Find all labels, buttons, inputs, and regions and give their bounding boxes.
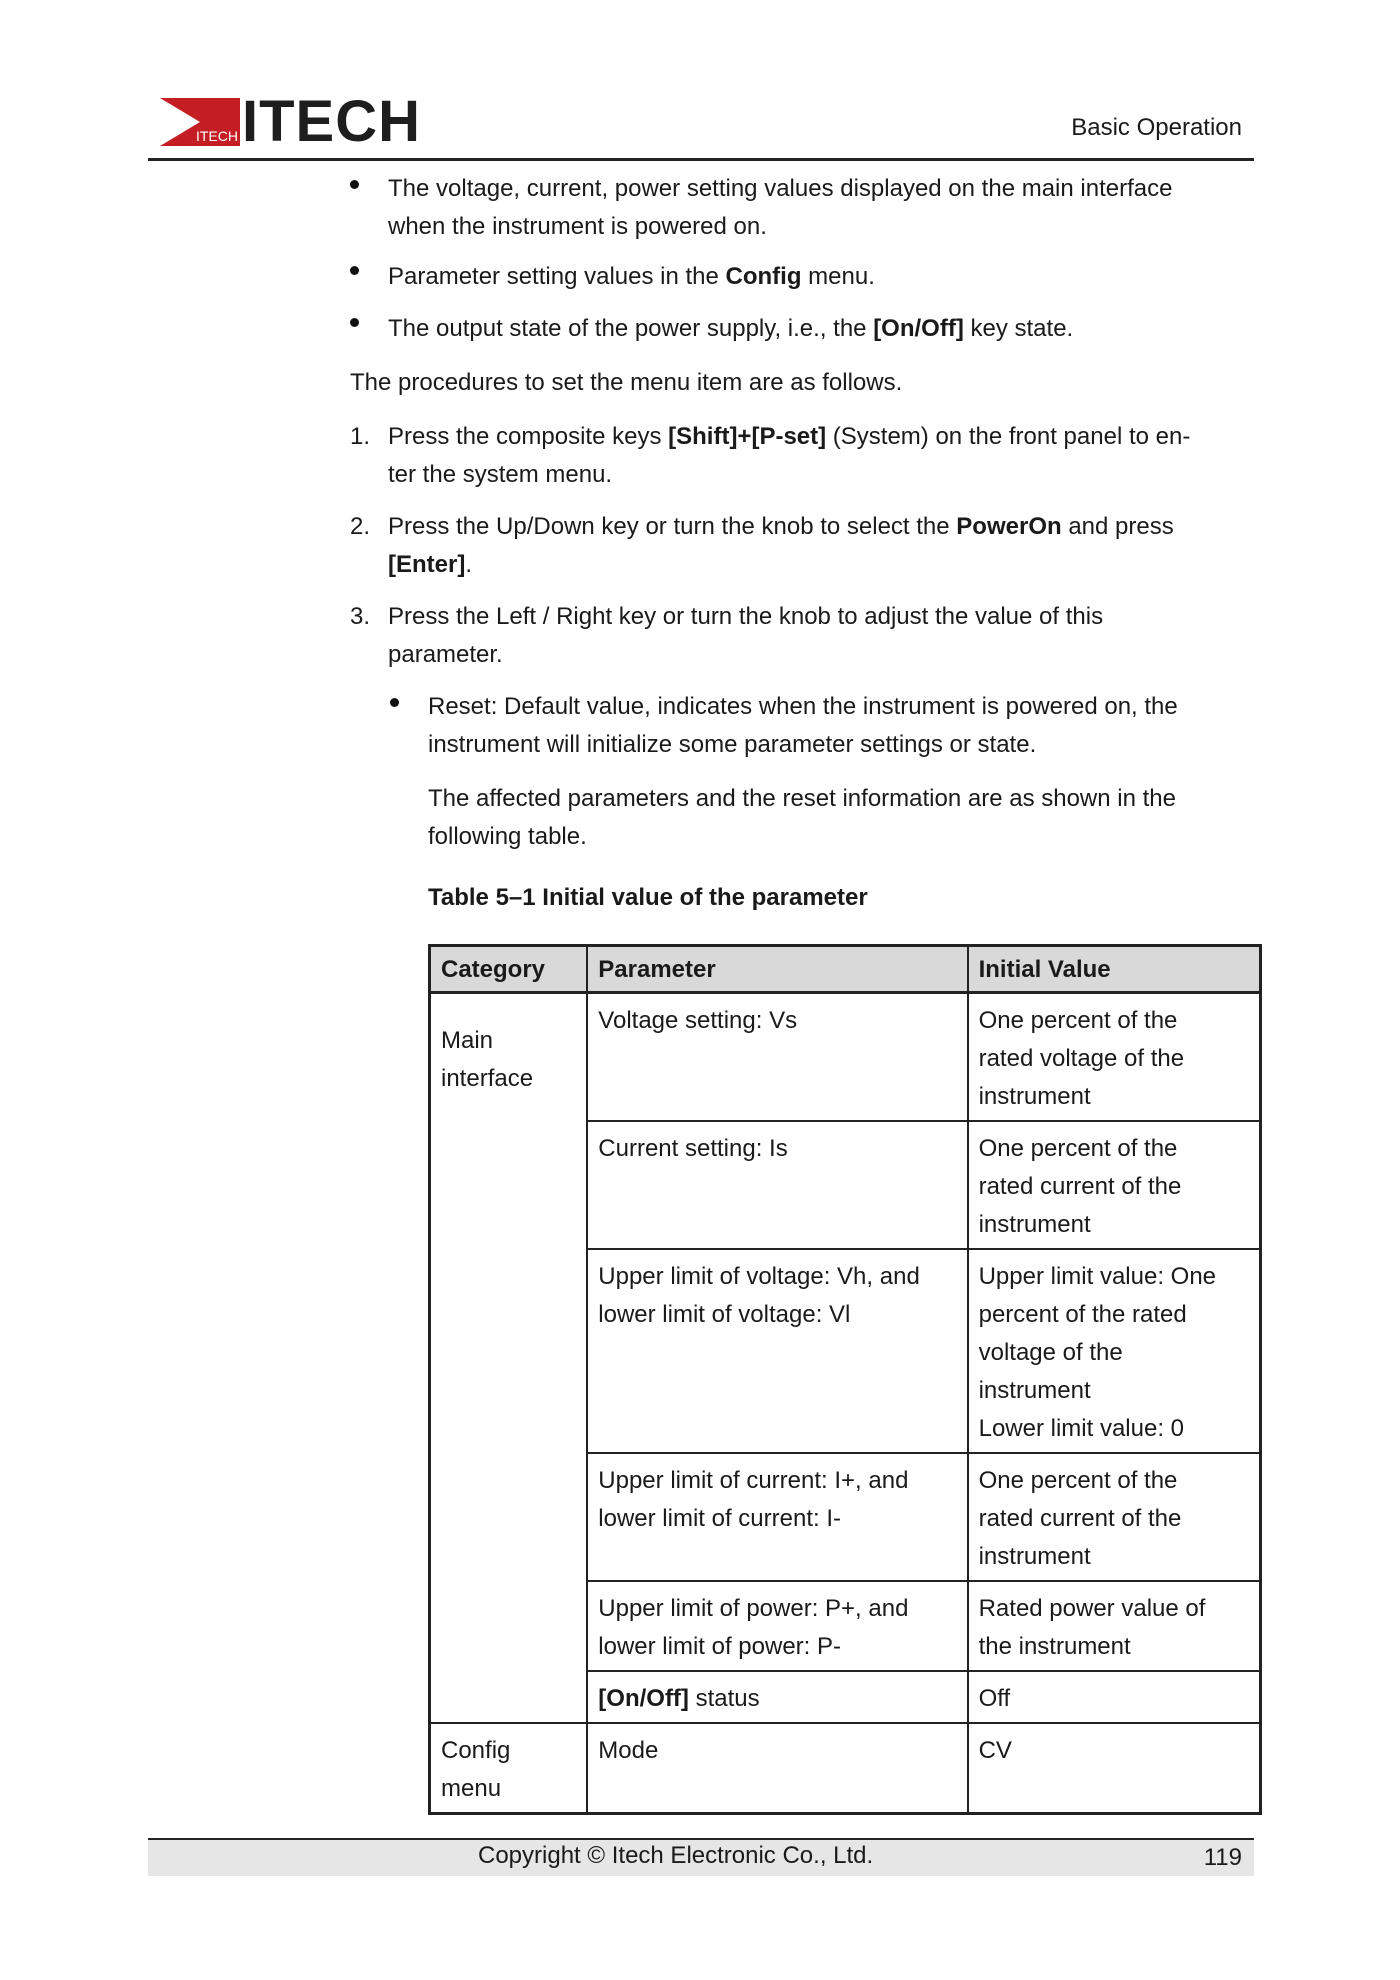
copyright-text: Copyright © Itech Electronic Co., Ltd.	[478, 1842, 874, 1869]
step-2-line-2: [Enter].	[388, 551, 473, 578]
param-cell: Mode	[587, 1723, 967, 1814]
table-header-row	[430, 946, 1261, 993]
category-main-interface: Main interface	[430, 993, 588, 1724]
parameter-table	[428, 944, 1262, 1815]
step-1-line-1: Press the composite keys [Shift]+[P-set] (System) on the front panel to en-	[388, 423, 1191, 450]
logo-mark-text: ITECH	[196, 128, 238, 144]
step-3-line-1: Press the Left / Right key or turn the knob to adjust the value of this	[388, 603, 1104, 630]
param-cell: Upper limit of power: P+, and lower limit of power: P-	[587, 1581, 967, 1671]
sub-bullet-line-1: Reset: Default value, indicates when the instrument is powered on, the	[428, 693, 1178, 720]
sub-paragraph-line-1: The affected parameters and the reset information are as shown in the	[428, 785, 1176, 812]
itech-logo-mark-icon	[160, 98, 240, 146]
value-cell: One percent of the rated current of the instrument	[968, 1453, 1261, 1581]
step-3-number: 3.	[350, 603, 371, 630]
bullet-2: Parameter setting values in the Config menu.	[388, 263, 875, 290]
header-category: Category	[430, 946, 588, 993]
value-cell: One percent of the rated voltage of the instrument	[968, 993, 1261, 1122]
step-2-number: 2.	[350, 513, 371, 540]
param-cell: Upper limit of current: I+, and lower limit of current: I-	[587, 1453, 967, 1581]
bullet-dot	[350, 266, 359, 275]
header-parameter: Parameter	[587, 946, 967, 993]
table-caption: Table 5–1 Initial value of the parameter	[428, 884, 868, 911]
bullet-dot	[350, 180, 359, 189]
value-cell: Upper limit value: One percent of the rated voltage of the instrument Lower limit value: 0	[968, 1249, 1261, 1453]
category-config-menu: Config menu	[430, 1723, 588, 1814]
step-2-line-1: Press the Up/Down key or turn the knob to select the PowerOn and press	[388, 513, 1174, 540]
sub-paragraph-line-2: following table.	[428, 823, 587, 850]
param-cell: Voltage setting: Vs	[587, 993, 967, 1122]
value-cell: One percent of the rated current of the instrument	[968, 1121, 1261, 1249]
sub-bullet-line-2: instrument will initialize some parameter settings or state.	[428, 731, 1037, 758]
value-cell: Off	[968, 1671, 1261, 1723]
param-cell: Current setting: Is	[587, 1121, 967, 1249]
table-row	[430, 1723, 1261, 1814]
section-title: Basic Operation	[1071, 114, 1242, 141]
page-footer	[148, 1838, 1254, 1876]
page-number: 119	[1203, 1844, 1242, 1871]
itech-logo	[160, 89, 421, 154]
header-initial-value: Initial Value	[968, 946, 1261, 993]
bullet-3: The output state of the power supply, i.e., the [On/Off] key state.	[388, 315, 1074, 342]
bullet-dot	[350, 318, 359, 327]
value-cell: Rated power value of the instrument	[968, 1581, 1261, 1671]
sub-bullet-dot	[390, 698, 399, 707]
table-row	[430, 993, 1261, 1122]
bullet-1-line-2: when the instrument is powered on.	[388, 213, 767, 240]
param-cell: Upper limit of voltage: Vh, and lower limit of voltage: Vl	[587, 1249, 967, 1453]
page-header	[148, 90, 1254, 161]
step-1-number: 1.	[350, 423, 371, 450]
step-3-line-2: parameter.	[388, 641, 503, 668]
value-cell: CV	[968, 1723, 1261, 1814]
bullet-1-line-1: The voltage, current, power setting values displayed on the main interface	[388, 175, 1173, 202]
step-1-line-2: ter the system menu.	[388, 461, 613, 488]
procedure-intro: The procedures to set the menu item are as follows.	[350, 369, 903, 396]
logo-wordmark: ITECH	[242, 89, 421, 154]
param-cell: [On/Off] status	[587, 1671, 967, 1723]
